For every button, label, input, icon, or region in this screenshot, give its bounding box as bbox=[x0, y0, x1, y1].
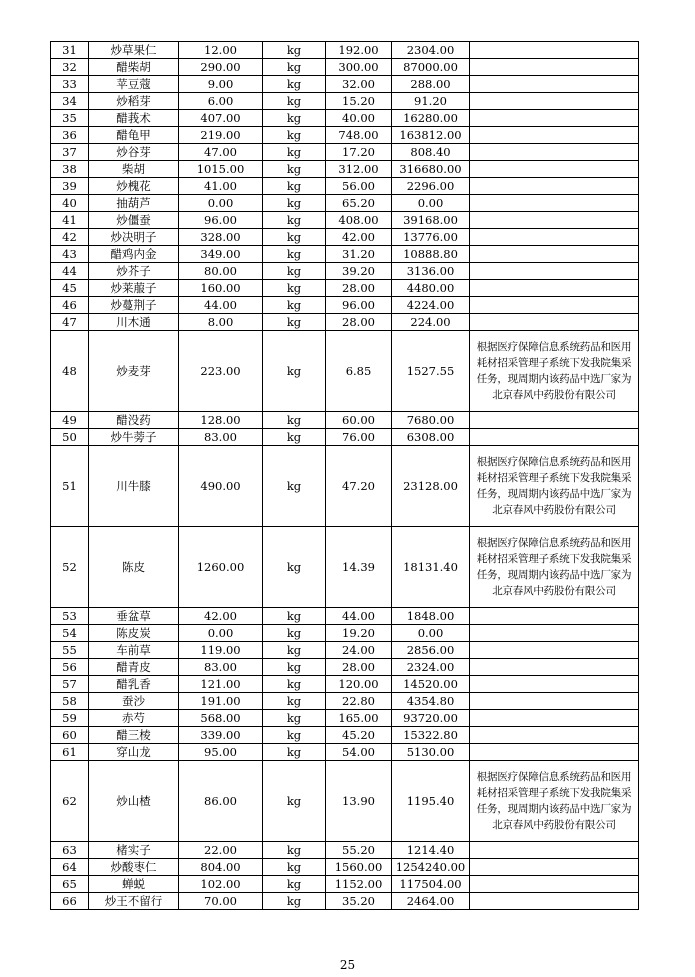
unit-cell: kg bbox=[263, 161, 326, 178]
unit-price-cell: 312.00 bbox=[326, 161, 392, 178]
note-cell bbox=[470, 625, 639, 642]
amount-cell: 91.20 bbox=[392, 93, 470, 110]
unit-price-cell: 40.00 bbox=[326, 110, 392, 127]
herb-name-cell: 醋三棱 bbox=[89, 727, 179, 744]
note-cell bbox=[470, 893, 639, 910]
note-cell bbox=[470, 314, 639, 331]
amount-cell: 23128.00 bbox=[392, 446, 470, 527]
amount-cell: 15322.80 bbox=[392, 727, 470, 744]
unit-price-cell: 22.80 bbox=[326, 693, 392, 710]
herb-name-cell: 炒王不留行 bbox=[89, 893, 179, 910]
unit-price-cell: 300.00 bbox=[326, 59, 392, 76]
amount-cell: 39168.00 bbox=[392, 212, 470, 229]
herb-name-cell: 炒莱菔子 bbox=[89, 280, 179, 297]
quantity-cell: 339.00 bbox=[179, 727, 263, 744]
quantity-cell: 95.00 bbox=[179, 744, 263, 761]
table-row bbox=[51, 842, 639, 859]
row-number-cell: 65 bbox=[51, 876, 89, 893]
table-row bbox=[51, 93, 639, 110]
unit-cell: kg bbox=[263, 842, 326, 859]
herb-name-cell: 苹豆蔻 bbox=[89, 76, 179, 93]
note-cell bbox=[470, 429, 639, 446]
herb-name-cell: 柴胡 bbox=[89, 161, 179, 178]
unit-cell: kg bbox=[263, 625, 326, 642]
note-cell bbox=[470, 710, 639, 727]
row-number-cell: 31 bbox=[51, 42, 89, 59]
note-cell bbox=[470, 412, 639, 429]
herb-name-cell: 炒槐花 bbox=[89, 178, 179, 195]
table-row bbox=[51, 195, 639, 212]
unit-cell: kg bbox=[263, 710, 326, 727]
unit-cell: kg bbox=[263, 314, 326, 331]
unit-price-cell: 15.20 bbox=[326, 93, 392, 110]
unit-price-cell: 55.20 bbox=[326, 842, 392, 859]
quantity-cell: 102.00 bbox=[179, 876, 263, 893]
table-row bbox=[51, 659, 639, 676]
quantity-cell: 128.00 bbox=[179, 412, 263, 429]
quantity-cell: 8.00 bbox=[179, 314, 263, 331]
herb-name-cell: 炒酸枣仁 bbox=[89, 859, 179, 876]
unit-price-cell: 42.00 bbox=[326, 229, 392, 246]
note-cell bbox=[470, 642, 639, 659]
unit-cell: kg bbox=[263, 876, 326, 893]
herb-name-cell: 醋龟甲 bbox=[89, 127, 179, 144]
procurement-table bbox=[50, 41, 639, 910]
unit-price-cell: 6.85 bbox=[326, 331, 392, 412]
table-row bbox=[51, 263, 639, 280]
quantity-cell: 86.00 bbox=[179, 761, 263, 842]
herb-name-cell: 川木通 bbox=[89, 314, 179, 331]
unit-cell: kg bbox=[263, 527, 326, 608]
note-cell bbox=[470, 93, 639, 110]
amount-cell: 16280.00 bbox=[392, 110, 470, 127]
table-row bbox=[51, 625, 639, 642]
row-number-cell: 57 bbox=[51, 676, 89, 693]
amount-cell: 10888.80 bbox=[392, 246, 470, 263]
quantity-cell: 6.00 bbox=[179, 93, 263, 110]
unit-cell: kg bbox=[263, 761, 326, 842]
table-row bbox=[51, 859, 639, 876]
table-row bbox=[51, 412, 639, 429]
note-cell bbox=[470, 127, 639, 144]
amount-cell: 3136.00 bbox=[392, 263, 470, 280]
quantity-cell: 1015.00 bbox=[179, 161, 263, 178]
herb-name-cell: 炒牛蒡子 bbox=[89, 429, 179, 446]
note-cell bbox=[470, 76, 639, 93]
note-cell bbox=[470, 229, 639, 246]
herb-name-cell: 楮实子 bbox=[89, 842, 179, 859]
unit-price-cell: 19.20 bbox=[326, 625, 392, 642]
amount-cell: 4480.00 bbox=[392, 280, 470, 297]
note-cell bbox=[470, 161, 639, 178]
quantity-cell: 1260.00 bbox=[179, 527, 263, 608]
unit-cell: kg bbox=[263, 331, 326, 412]
herb-name-cell: 炒僵蚕 bbox=[89, 212, 179, 229]
row-number-cell: 42 bbox=[51, 229, 89, 246]
unit-cell: kg bbox=[263, 280, 326, 297]
unit-cell: kg bbox=[263, 229, 326, 246]
amount-cell: 1254240.00 bbox=[392, 859, 470, 876]
herb-name-cell: 醋鸡内金 bbox=[89, 246, 179, 263]
quantity-cell: 119.00 bbox=[179, 642, 263, 659]
row-number-cell: 62 bbox=[51, 761, 89, 842]
note-cell bbox=[470, 263, 639, 280]
row-number-cell: 63 bbox=[51, 842, 89, 859]
table-row bbox=[51, 314, 639, 331]
unit-price-cell: 1560.00 bbox=[326, 859, 392, 876]
note-cell bbox=[470, 727, 639, 744]
quantity-cell: 121.00 bbox=[179, 676, 263, 693]
quantity-cell: 22.00 bbox=[179, 842, 263, 859]
amount-cell: 808.40 bbox=[392, 144, 470, 161]
unit-price-cell: 45.20 bbox=[326, 727, 392, 744]
amount-cell: 13776.00 bbox=[392, 229, 470, 246]
row-number-cell: 48 bbox=[51, 331, 89, 412]
quantity-cell: 223.00 bbox=[179, 331, 263, 412]
row-number-cell: 35 bbox=[51, 110, 89, 127]
row-number-cell: 60 bbox=[51, 727, 89, 744]
table-row bbox=[51, 876, 639, 893]
herb-name-cell: 醋青皮 bbox=[89, 659, 179, 676]
table-row bbox=[51, 761, 639, 842]
amount-cell: 1527.55 bbox=[392, 331, 470, 412]
unit-cell: kg bbox=[263, 263, 326, 280]
herb-name-cell: 川牛膝 bbox=[89, 446, 179, 527]
table-row bbox=[51, 331, 639, 412]
unit-cell: kg bbox=[263, 429, 326, 446]
table-row bbox=[51, 127, 639, 144]
unit-cell: kg bbox=[263, 744, 326, 761]
amount-cell: 2304.00 bbox=[392, 42, 470, 59]
unit-cell: kg bbox=[263, 76, 326, 93]
amount-cell: 14520.00 bbox=[392, 676, 470, 693]
table-body bbox=[51, 42, 639, 910]
table-row bbox=[51, 727, 639, 744]
note-cell: 根据医疗保障信息系统药品和医用耗材招采管理子系统下发我院集采任务，现周期内该药品中选厂家为北京春风中药股份有限公司 bbox=[470, 527, 639, 608]
amount-cell: 5130.00 bbox=[392, 744, 470, 761]
herb-name-cell: 炒山楂 bbox=[89, 761, 179, 842]
quantity-cell: 349.00 bbox=[179, 246, 263, 263]
amount-cell: 1195.40 bbox=[392, 761, 470, 842]
quantity-cell: 328.00 bbox=[179, 229, 263, 246]
unit-cell: kg bbox=[263, 93, 326, 110]
row-number-cell: 46 bbox=[51, 297, 89, 314]
note-cell bbox=[470, 608, 639, 625]
note-cell bbox=[470, 876, 639, 893]
amount-cell: 163812.00 bbox=[392, 127, 470, 144]
row-number-cell: 52 bbox=[51, 527, 89, 608]
note-cell bbox=[470, 297, 639, 314]
quantity-cell: 47.00 bbox=[179, 144, 263, 161]
herb-name-cell: 抽葫芦 bbox=[89, 195, 179, 212]
table-row bbox=[51, 893, 639, 910]
unit-price-cell: 54.00 bbox=[326, 744, 392, 761]
row-number-cell: 34 bbox=[51, 93, 89, 110]
herb-name-cell: 陈皮炭 bbox=[89, 625, 179, 642]
unit-cell: kg bbox=[263, 297, 326, 314]
unit-price-cell: 28.00 bbox=[326, 659, 392, 676]
note-cell: 根据医疗保障信息系统药品和医用耗材招采管理子系统下发我院集采任务，现周期内该药品中选厂家为北京春风中药股份有限公司 bbox=[470, 446, 639, 527]
quantity-cell: 41.00 bbox=[179, 178, 263, 195]
table-row bbox=[51, 710, 639, 727]
quantity-cell: 191.00 bbox=[179, 693, 263, 710]
note-cell: 根据医疗保障信息系统药品和医用耗材招采管理子系统下发我院集采任务，现周期内该药品中选厂家为北京春风中药股份有限公司 bbox=[470, 331, 639, 412]
table-row bbox=[51, 178, 639, 195]
unit-price-cell: 56.00 bbox=[326, 178, 392, 195]
row-number-cell: 38 bbox=[51, 161, 89, 178]
row-number-cell: 51 bbox=[51, 446, 89, 527]
unit-price-cell: 120.00 bbox=[326, 676, 392, 693]
herb-name-cell: 炒草果仁 bbox=[89, 42, 179, 59]
herb-name-cell: 炒谷芽 bbox=[89, 144, 179, 161]
row-number-cell: 54 bbox=[51, 625, 89, 642]
table-row bbox=[51, 76, 639, 93]
amount-cell: 2324.00 bbox=[392, 659, 470, 676]
unit-price-cell: 47.20 bbox=[326, 446, 392, 527]
quantity-cell: 0.00 bbox=[179, 195, 263, 212]
row-number-cell: 59 bbox=[51, 710, 89, 727]
row-number-cell: 58 bbox=[51, 693, 89, 710]
note-cell bbox=[470, 842, 639, 859]
quantity-cell: 83.00 bbox=[179, 429, 263, 446]
unit-cell: kg bbox=[263, 859, 326, 876]
amount-cell: 6308.00 bbox=[392, 429, 470, 446]
row-number-cell: 47 bbox=[51, 314, 89, 331]
amount-cell: 7680.00 bbox=[392, 412, 470, 429]
herb-name-cell: 醋乳香 bbox=[89, 676, 179, 693]
unit-price-cell: 14.39 bbox=[326, 527, 392, 608]
table-row bbox=[51, 246, 639, 263]
row-number-cell: 66 bbox=[51, 893, 89, 910]
quantity-cell: 12.00 bbox=[179, 42, 263, 59]
table-row bbox=[51, 59, 639, 76]
quantity-cell: 96.00 bbox=[179, 212, 263, 229]
note-cell bbox=[470, 110, 639, 127]
row-number-cell: 49 bbox=[51, 412, 89, 429]
row-number-cell: 37 bbox=[51, 144, 89, 161]
amount-cell: 117504.00 bbox=[392, 876, 470, 893]
herb-name-cell: 炒芥子 bbox=[89, 263, 179, 280]
quantity-cell: 80.00 bbox=[179, 263, 263, 280]
table-row bbox=[51, 42, 639, 59]
unit-cell: kg bbox=[263, 893, 326, 910]
unit-cell: kg bbox=[263, 110, 326, 127]
unit-price-cell: 1152.00 bbox=[326, 876, 392, 893]
row-number-cell: 40 bbox=[51, 195, 89, 212]
row-number-cell: 33 bbox=[51, 76, 89, 93]
amount-cell: 2296.00 bbox=[392, 178, 470, 195]
unit-cell: kg bbox=[263, 693, 326, 710]
herb-name-cell: 炒决明子 bbox=[89, 229, 179, 246]
herb-name-cell: 车前草 bbox=[89, 642, 179, 659]
amount-cell: 87000.00 bbox=[392, 59, 470, 76]
quantity-cell: 44.00 bbox=[179, 297, 263, 314]
herb-name-cell: 赤芍 bbox=[89, 710, 179, 727]
amount-cell: 288.00 bbox=[392, 76, 470, 93]
unit-price-cell: 13.90 bbox=[326, 761, 392, 842]
quantity-cell: 83.00 bbox=[179, 659, 263, 676]
note-cell bbox=[470, 280, 639, 297]
note-cell: 根据医疗保障信息系统药品和医用耗材招采管理子系统下发我院集采任务，现周期内该药品中选厂家为北京春风中药股份有限公司 bbox=[470, 761, 639, 842]
amount-cell: 4354.80 bbox=[392, 693, 470, 710]
unit-cell: kg bbox=[263, 144, 326, 161]
table-row bbox=[51, 527, 639, 608]
unit-price-cell: 76.00 bbox=[326, 429, 392, 446]
note-cell bbox=[470, 212, 639, 229]
row-number-cell: 44 bbox=[51, 263, 89, 280]
herb-name-cell: 垂盆草 bbox=[89, 608, 179, 625]
quantity-cell: 407.00 bbox=[179, 110, 263, 127]
herb-name-cell: 炒蔓荆子 bbox=[89, 297, 179, 314]
table-row bbox=[51, 429, 639, 446]
unit-price-cell: 28.00 bbox=[326, 314, 392, 331]
note-cell bbox=[470, 178, 639, 195]
row-number-cell: 55 bbox=[51, 642, 89, 659]
note-cell bbox=[470, 59, 639, 76]
row-number-cell: 64 bbox=[51, 859, 89, 876]
note-cell bbox=[470, 144, 639, 161]
unit-price-cell: 24.00 bbox=[326, 642, 392, 659]
amount-cell: 1214.40 bbox=[392, 842, 470, 859]
row-number-cell: 50 bbox=[51, 429, 89, 446]
unit-price-cell: 65.20 bbox=[326, 195, 392, 212]
table-row bbox=[51, 676, 639, 693]
quantity-cell: 219.00 bbox=[179, 127, 263, 144]
table-row bbox=[51, 297, 639, 314]
herb-name-cell: 炒稻芽 bbox=[89, 93, 179, 110]
note-cell bbox=[470, 676, 639, 693]
amount-cell: 4224.00 bbox=[392, 297, 470, 314]
unit-price-cell: 39.20 bbox=[326, 263, 392, 280]
quantity-cell: 0.00 bbox=[179, 625, 263, 642]
unit-price-cell: 408.00 bbox=[326, 212, 392, 229]
unit-price-cell: 748.00 bbox=[326, 127, 392, 144]
amount-cell: 0.00 bbox=[392, 195, 470, 212]
table-row bbox=[51, 280, 639, 297]
herb-name-cell: 蚕沙 bbox=[89, 693, 179, 710]
herb-name-cell: 蝉蜕 bbox=[89, 876, 179, 893]
row-number-cell: 56 bbox=[51, 659, 89, 676]
amount-cell: 2464.00 bbox=[392, 893, 470, 910]
row-number-cell: 61 bbox=[51, 744, 89, 761]
note-cell bbox=[470, 42, 639, 59]
note-cell bbox=[470, 859, 639, 876]
table-row bbox=[51, 161, 639, 178]
unit-cell: kg bbox=[263, 42, 326, 59]
herb-name-cell: 醋没药 bbox=[89, 412, 179, 429]
unit-price-cell: 35.20 bbox=[326, 893, 392, 910]
unit-cell: kg bbox=[263, 212, 326, 229]
quantity-cell: 490.00 bbox=[179, 446, 263, 527]
herb-name-cell: 穿山龙 bbox=[89, 744, 179, 761]
table-row bbox=[51, 212, 639, 229]
row-number-cell: 53 bbox=[51, 608, 89, 625]
quantity-cell: 70.00 bbox=[179, 893, 263, 910]
amount-cell: 18131.40 bbox=[392, 527, 470, 608]
amount-cell: 224.00 bbox=[392, 314, 470, 331]
unit-cell: kg bbox=[263, 608, 326, 625]
table-row bbox=[51, 144, 639, 161]
table-row bbox=[51, 693, 639, 710]
table-row bbox=[51, 229, 639, 246]
herb-name-cell: 陈皮 bbox=[89, 527, 179, 608]
unit-cell: kg bbox=[263, 727, 326, 744]
unit-price-cell: 17.20 bbox=[326, 144, 392, 161]
quantity-cell: 160.00 bbox=[179, 280, 263, 297]
amount-cell: 0.00 bbox=[392, 625, 470, 642]
table-row bbox=[51, 110, 639, 127]
note-cell bbox=[470, 246, 639, 263]
row-number-cell: 39 bbox=[51, 178, 89, 195]
unit-cell: kg bbox=[263, 412, 326, 429]
unit-cell: kg bbox=[263, 195, 326, 212]
unit-cell: kg bbox=[263, 178, 326, 195]
table-row bbox=[51, 608, 639, 625]
unit-price-cell: 28.00 bbox=[326, 280, 392, 297]
unit-price-cell: 44.00 bbox=[326, 608, 392, 625]
page-number: 25 bbox=[339, 958, 356, 972]
unit-cell: kg bbox=[263, 446, 326, 527]
table-row bbox=[51, 446, 639, 527]
amount-cell: 316680.00 bbox=[392, 161, 470, 178]
amount-cell: 1848.00 bbox=[392, 608, 470, 625]
unit-cell: kg bbox=[263, 127, 326, 144]
unit-cell: kg bbox=[263, 642, 326, 659]
unit-price-cell: 192.00 bbox=[326, 42, 392, 59]
quantity-cell: 9.00 bbox=[179, 76, 263, 93]
unit-cell: kg bbox=[263, 676, 326, 693]
note-cell bbox=[470, 659, 639, 676]
unit-price-cell: 60.00 bbox=[326, 412, 392, 429]
row-number-cell: 41 bbox=[51, 212, 89, 229]
unit-price-cell: 96.00 bbox=[326, 297, 392, 314]
table-row bbox=[51, 744, 639, 761]
quantity-cell: 290.00 bbox=[179, 59, 263, 76]
herb-name-cell: 炒麦芽 bbox=[89, 331, 179, 412]
quantity-cell: 42.00 bbox=[179, 608, 263, 625]
note-cell bbox=[470, 744, 639, 761]
unit-cell: kg bbox=[263, 246, 326, 263]
unit-cell: kg bbox=[263, 59, 326, 76]
amount-cell: 93720.00 bbox=[392, 710, 470, 727]
unit-price-cell: 32.00 bbox=[326, 76, 392, 93]
unit-price-cell: 165.00 bbox=[326, 710, 392, 727]
unit-cell: kg bbox=[263, 659, 326, 676]
row-number-cell: 36 bbox=[51, 127, 89, 144]
quantity-cell: 804.00 bbox=[179, 859, 263, 876]
row-number-cell: 43 bbox=[51, 246, 89, 263]
table-row bbox=[51, 642, 639, 659]
row-number-cell: 32 bbox=[51, 59, 89, 76]
quantity-cell: 568.00 bbox=[179, 710, 263, 727]
unit-price-cell: 31.20 bbox=[326, 246, 392, 263]
note-cell bbox=[470, 195, 639, 212]
note-cell bbox=[470, 693, 639, 710]
amount-cell: 2856.00 bbox=[392, 642, 470, 659]
herb-name-cell: 醋莪术 bbox=[89, 110, 179, 127]
row-number-cell: 45 bbox=[51, 280, 89, 297]
herb-name-cell: 醋柴胡 bbox=[89, 59, 179, 76]
